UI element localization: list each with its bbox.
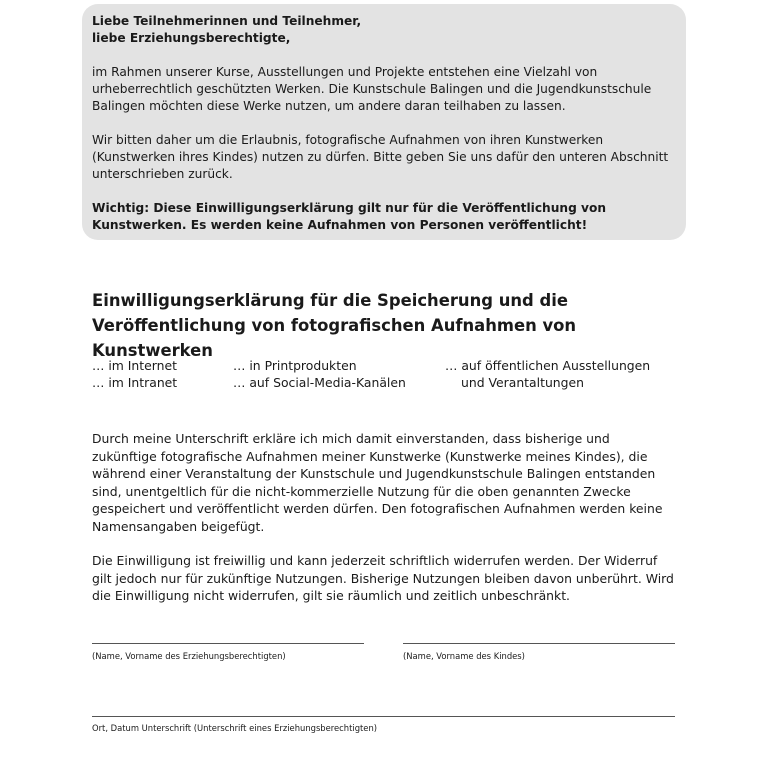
guardian-name-line[interactable] — [92, 643, 364, 644]
channel-internet: … im Internet — [92, 358, 177, 373]
greeting-line-2: liebe Erziehungsberechtigte, — [92, 31, 291, 45]
child-name-label: (Name, Vorname des Kindes) — [403, 651, 525, 661]
intro-paragraph-1: im Rahmen unserer Kurse, Ausstellungen und Projekte entstehen eine Vielzahl von urheberrechtlich geschützten Werken. Die Kunstschule Balingen und die Jugendkunstschule Balingen möchten diese Werke nutzen, um andere daran teilhaben zu lassen. — [92, 65, 652, 113]
title-line-2: Veröffentlichung von fotografischen Aufnahmen von Kunstwerken — [92, 316, 577, 360]
channel-social-media: … auf Social-Media-Kanälen — [233, 375, 406, 390]
channel-exhibitions: … auf öffentlichen Ausstellungen — [445, 358, 651, 373]
consent-paragraph-1: Durch meine Unterschrift erkläre ich mich damit einverstanden, dass bisherige und zukünftige fotografische Aufnahmen meiner Kunstwerke (Kunstwerke meines Kindes), die während einer Veranstaltung der Kunstschule und Jugendkunstschule Balingen entstanden sind, unentgeltlich für die nicht-kommerzielle Nutzung für die oben genannten Zwecke gespeichert und veröffentlicht werden dürfen. Den fotografischen Aufnahmen werden keine Namensangaben beigefügt. — [92, 431, 663, 534]
consent-paragraph-2: Die Einwilligung ist freiwillig und kann jederzeit schriftlich widerrufen werden. Der Widerruf gilt jedoch nur für zukünftige Nutzungen. Bisherige Nutzungen bleiben davon unberührt. Wird die Einwilligung nicht widerrufen, gilt sie räumlich und zeitlich unbeschränkt. — [92, 553, 674, 603]
channel-print: … in Printprodukten — [233, 358, 357, 373]
title-line-1: Einwilligungserklärung für die Speicherung und die — [92, 291, 568, 310]
signature-label: Ort, Datum Unterschrift (Unterschrift eines Erziehungsberechtigten) — [92, 723, 378, 733]
channel-intranet: … im Intranet — [92, 375, 178, 390]
guardian-name-label: (Name, Vorname des Erziehungsberechtigten) — [92, 651, 286, 661]
intro-paragraph-2: Wir bitten daher um die Erlaubnis, fotografische Aufnahmen von ihren Kunstwerken (Kunstwerken ihres Kindes) nutzen zu dürfen. Bitte geben Sie uns dafür den unteren Abschnitt unterschrieben zurück. — [92, 133, 669, 181]
important-notice: Wichtig: Diese Einwilligungserklärung gilt nur für die Veröffentlichung von Kunstwerken. Es werden keine Aufnahmen von Personen veröffentlicht! — [92, 201, 607, 232]
child-name-line[interactable] — [403, 643, 675, 644]
info-box — [82, 4, 686, 240]
channel-exhibitions-cont: und Verantaltungen — [461, 375, 584, 390]
greeting-line-1: Liebe Teilnehmerinnen und Teilnehmer, — [92, 14, 362, 28]
consent-title — [92, 288, 692, 363]
greeting — [92, 13, 676, 47]
consent-body — [92, 430, 678, 622]
signature-line[interactable] — [92, 716, 675, 717]
